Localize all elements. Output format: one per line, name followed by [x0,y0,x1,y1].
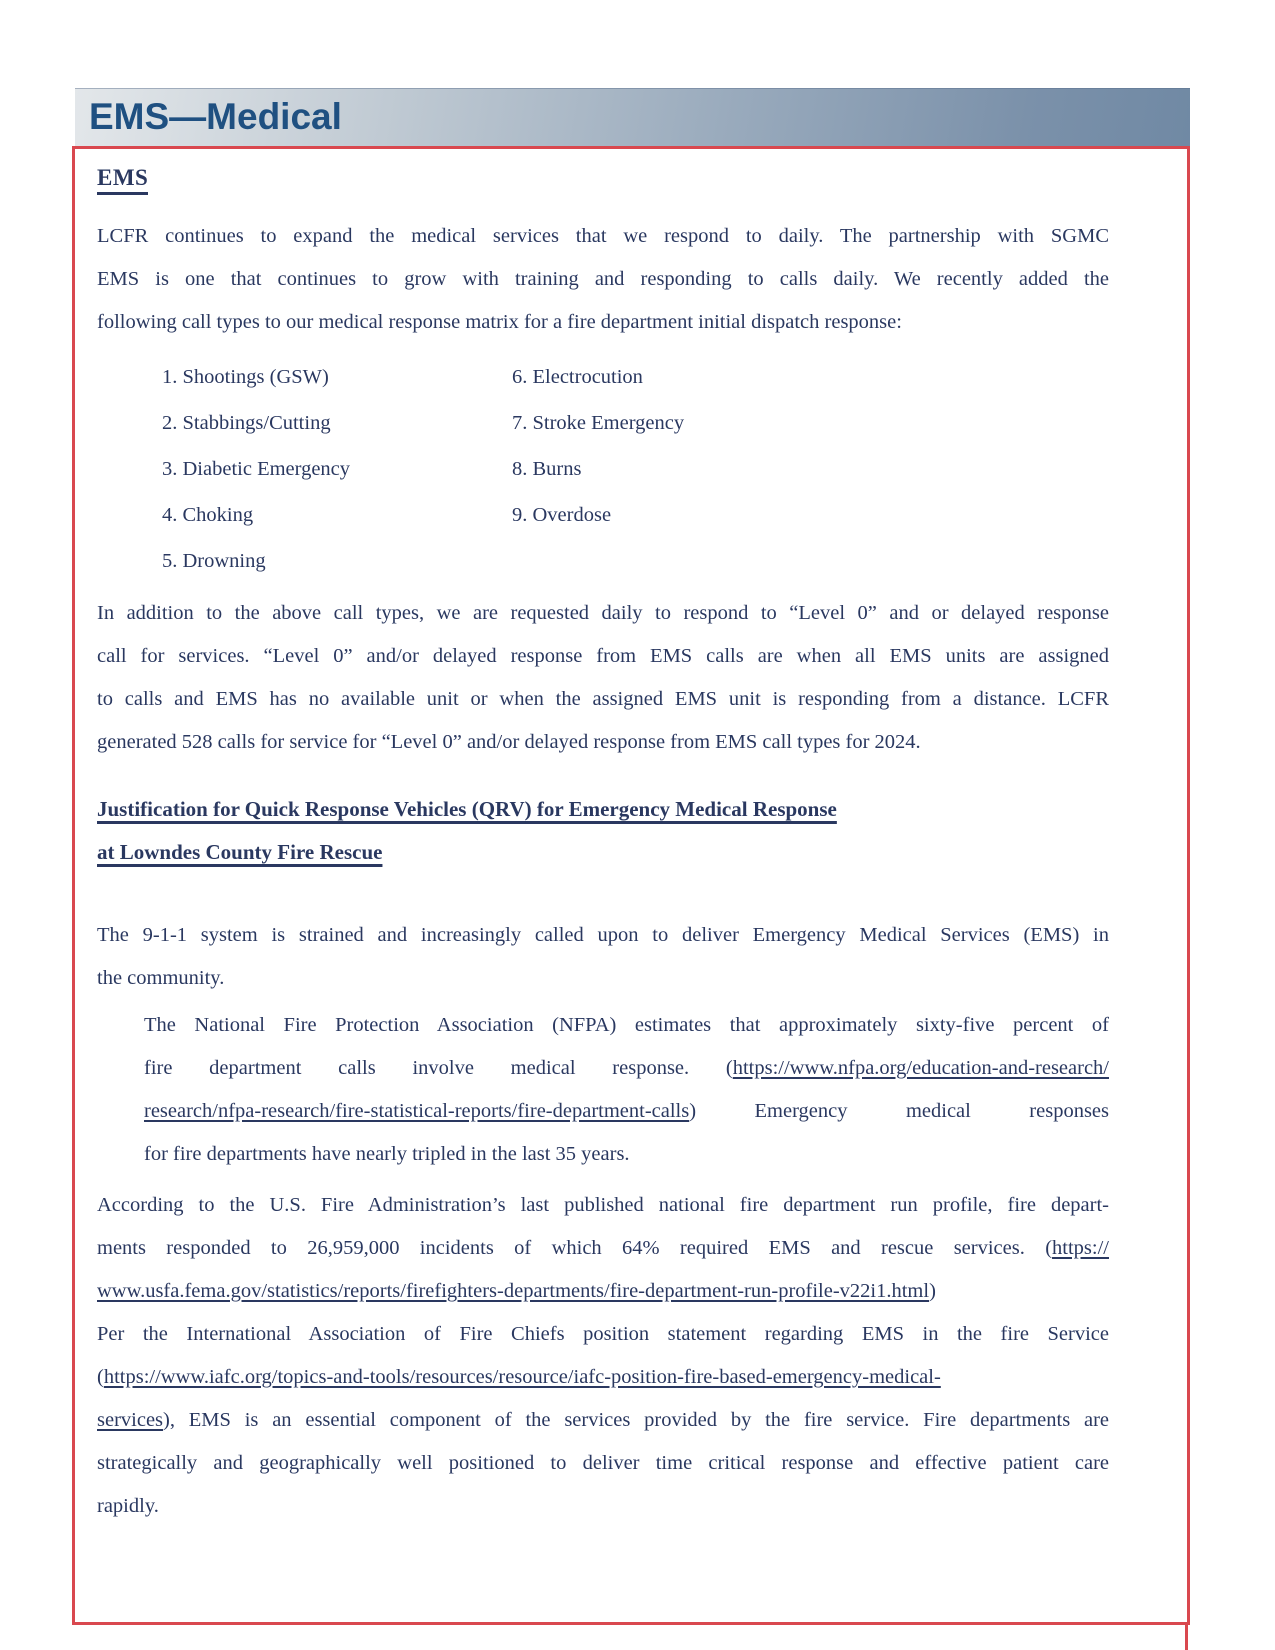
document-frame [72,146,1190,1625]
text-segment: Per the International Association of Fire Chiefs position statement regarding EMS in the fire Service [97,1323,1109,1345]
text-line [97,957,1109,1000]
text-line [97,831,1109,874]
text-line [144,1090,1109,1133]
strained-system-paragraph [97,914,1109,1000]
call-types-list [162,354,1109,584]
text-line [97,258,1109,301]
text-line [97,1442,1109,1485]
text-segment: EMS is one that continues to grow with training and responding to calls daily. We recently added the [97,268,1109,290]
text-segment: for fire departments have nearly tripled in the last 35 years. [144,1143,630,1165]
text-segment: fire department calls involve medical response. ( [144,1057,733,1079]
text-segment: to calls and EMS has no available unit or when the assigned EMS unit is responding from a distance. LCFR [97,688,1109,710]
call-type-item: 7. Stroke Emergency [512,412,685,434]
text-segment: The National Fire Protection Association (NFPA) estimates that approximately sixty-five percent of [144,1014,1109,1036]
text-line [97,1227,1109,1270]
text-segment: ) [929,1280,936,1302]
text-line [97,721,1109,764]
underlined-text-segment: at Lowndes County Fire Rescue [97,840,383,864]
text-segment: ) Emergency medical responses [689,1100,1109,1122]
text-segment: ), EMS is an essential component of the services provided by the fire service. Fire departments are [163,1409,1109,1431]
text-line [97,914,1109,957]
text-line [97,1356,1109,1399]
underlined-text-segment: www.usfa.fema.gov/statistics/reports/firefighters-departments/fire-department-run-profile-v22i1.html [97,1280,930,1302]
nfpa-estimate-paragraph [144,1004,1109,1176]
text-line [97,215,1109,258]
text-line [97,592,1109,635]
ems-heading: EMS [97,165,148,195]
call-types-column-right [512,354,1109,584]
text-line [97,1270,1109,1313]
text-segment: generated 528 calls for service for “Level 0” and/or delayed response from EMS call types for 2024. [97,731,921,753]
text-line [97,1184,1109,1227]
call-type-item: 1. Shootings (GSW) [162,366,329,388]
page-title: EMS—Medical [89,96,342,137]
underlined-text-segment: Justification for Quick Response Vehicles (QRV) for Emergency Medical Response [97,797,837,821]
qrv-justification-heading [97,788,1109,874]
text-line [144,1004,1109,1047]
text-segment: rapidly. [97,1495,159,1517]
text-segment: following call types to our medical response matrix for a fire department initial dispatch response: [97,311,902,333]
call-types-column-left [162,354,512,584]
text-line [144,1133,1109,1176]
underlined-text-segment: https://www.nfpa.org/education-and-research/ [732,1057,1109,1079]
call-type-item: 4. Choking [162,504,254,526]
call-type-item: 3. Diabetic Emergency [162,458,351,480]
ems-intro-paragraph [97,215,1109,344]
section-header-bar [75,88,1190,146]
text-line [97,1313,1109,1356]
call-type-item: 8. Burns [512,458,582,480]
text-segment: ( [97,1366,104,1388]
text-line [144,1047,1109,1090]
text-segment: the community. [97,967,225,989]
scan-border-artifact [1185,1625,1188,1650]
text-line [97,301,1109,344]
text-segment: The 9-1-1 system is strained and increasingly called upon to deliver Emergency Medical Services (EMS) in [97,924,1109,946]
call-type-item: 2. Stabbings/Cutting [162,412,331,434]
underlined-text-segment: https://www.iafc.org/topics-and-tools/resources/resource/iafc-position-fire-based-emergency-medical- [103,1366,941,1388]
usfa-statistics-paragraph [97,1184,1109,1528]
text-line [97,1399,1109,1442]
call-type-item: 9. Overdose [512,504,612,526]
text-segment: According to the U.S. Fire Administration’s last published national fire department run profile, fire depart- [97,1194,1109,1216]
level0-paragraph [97,592,1109,764]
text-line [97,635,1109,678]
text-line [97,678,1109,721]
text-segment: strategically and geographically well positioned to deliver time critical response and effective patient care [97,1452,1109,1474]
underlined-text-segment: services [97,1409,164,1431]
call-type-item: 6. Electrocution [512,366,643,388]
text-line [97,1485,1109,1528]
underlined-text-segment: https:// [1052,1237,1109,1259]
text-segment: LCFR continues to expand the medical services that we respond to daily. The partnership with SGMC [97,225,1109,247]
underlined-text-segment: research/nfpa-research/fire-statistical-reports/fire-department-calls [144,1100,690,1122]
text-segment: In addition to the above call types, we are requested daily to respond to “Level 0” and or delayed response [97,602,1109,624]
text-line [97,788,1109,831]
text-segment: call for services. “Level 0” and/or delayed response from EMS calls are when all EMS units are assigned [97,645,1109,667]
call-type-item: 5. Drowning [162,550,266,572]
text-segment: ments responded to 26,959,000 incidents of which 64% required EMS and rescue services. ( [97,1237,1053,1259]
